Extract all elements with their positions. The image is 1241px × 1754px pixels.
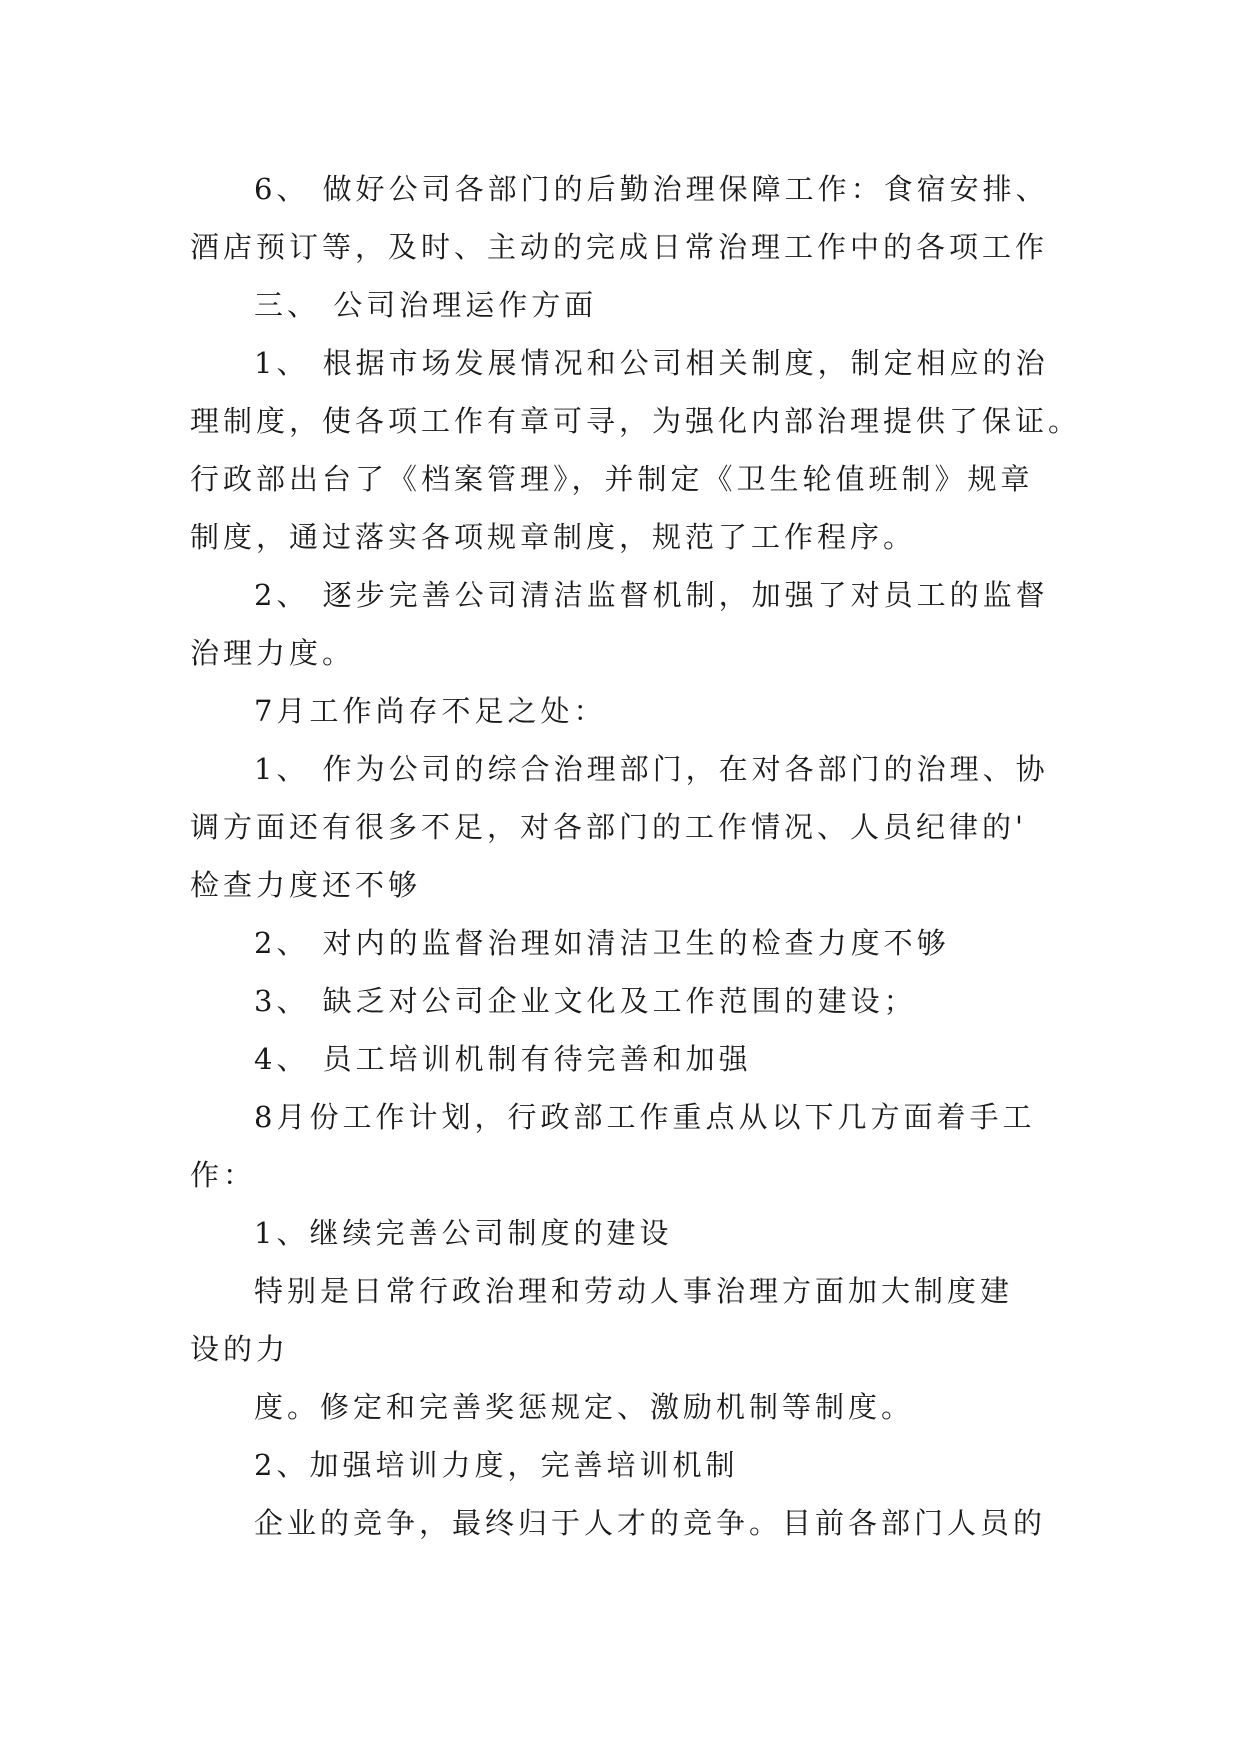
paragraph-line: 度。修定和完善奖惩规定、激励机制等制度。 [254, 1390, 915, 1424]
paragraph-line: 1、 作为公司的综合治理部门，在对各部门的治理、协 [254, 752, 1049, 786]
section-heading: 8月份工作计划，行政部工作重点从以下几方面着手工 [254, 1100, 1036, 1134]
paragraph-line: 作： [190, 1158, 257, 1192]
paragraph-line: 4、 员工培训机制有待完善和加强 [254, 1042, 752, 1076]
section-heading: 7月工作尚存不足之处： [254, 694, 607, 728]
paragraph-line: 理制度，使各项工作有章可寻，为强化内部治理提供了保证。 [190, 404, 1082, 438]
paragraph-line: 2、 对内的监督治理如清洁卫生的检查力度不够 [254, 926, 950, 960]
paragraph-line: 治理力度。 [190, 636, 356, 670]
paragraph-line: 6、 做好公司各部门的后勤治理保障工作：食宿安排、 [254, 172, 1049, 206]
section-heading: 三、 公司治理运作方面 [254, 288, 598, 322]
paragraph-line: 设的力 [190, 1332, 290, 1366]
paragraph-line: 调方面还有很多不足，对各部门的工作情况、人员纪律的' [190, 810, 1027, 844]
paragraph-line: 行政部出台了《档案管理》，并制定《卫生轮值班制》规章 [190, 462, 1034, 496]
paragraph-line: 3、 缺乏对公司企业文化及工作范围的建设； [254, 984, 917, 1018]
paragraph-line: 制度，通过落实各项规章制度，规范了工作程序。 [190, 520, 917, 554]
paragraph-line: 2、 逐步完善公司清洁监督机制，加强了对员工的监督 [254, 578, 1049, 612]
subheading: 1、继续完善公司制度的建设 [254, 1216, 673, 1250]
paragraph-line: 检查力度还不够 [190, 868, 422, 902]
paragraph-line: 酒店预订等，及时、主动的完成日常治理工作中的各项工作 [190, 230, 1049, 264]
subheading: 2、加强培训力度，完善培训机制 [254, 1448, 739, 1482]
paragraph-line: 特别是日常行政治理和劳动人事治理方面加大制度建 [254, 1274, 1014, 1308]
paragraph-line: 企业的竞争，最终归于人才的竞争。目前各部门人员的 [254, 1506, 1047, 1540]
body-text [190, 160, 1082, 1552]
paragraph-line: 1、 根据市场发展情况和公司相关制度，制定相应的治 [254, 346, 1049, 380]
